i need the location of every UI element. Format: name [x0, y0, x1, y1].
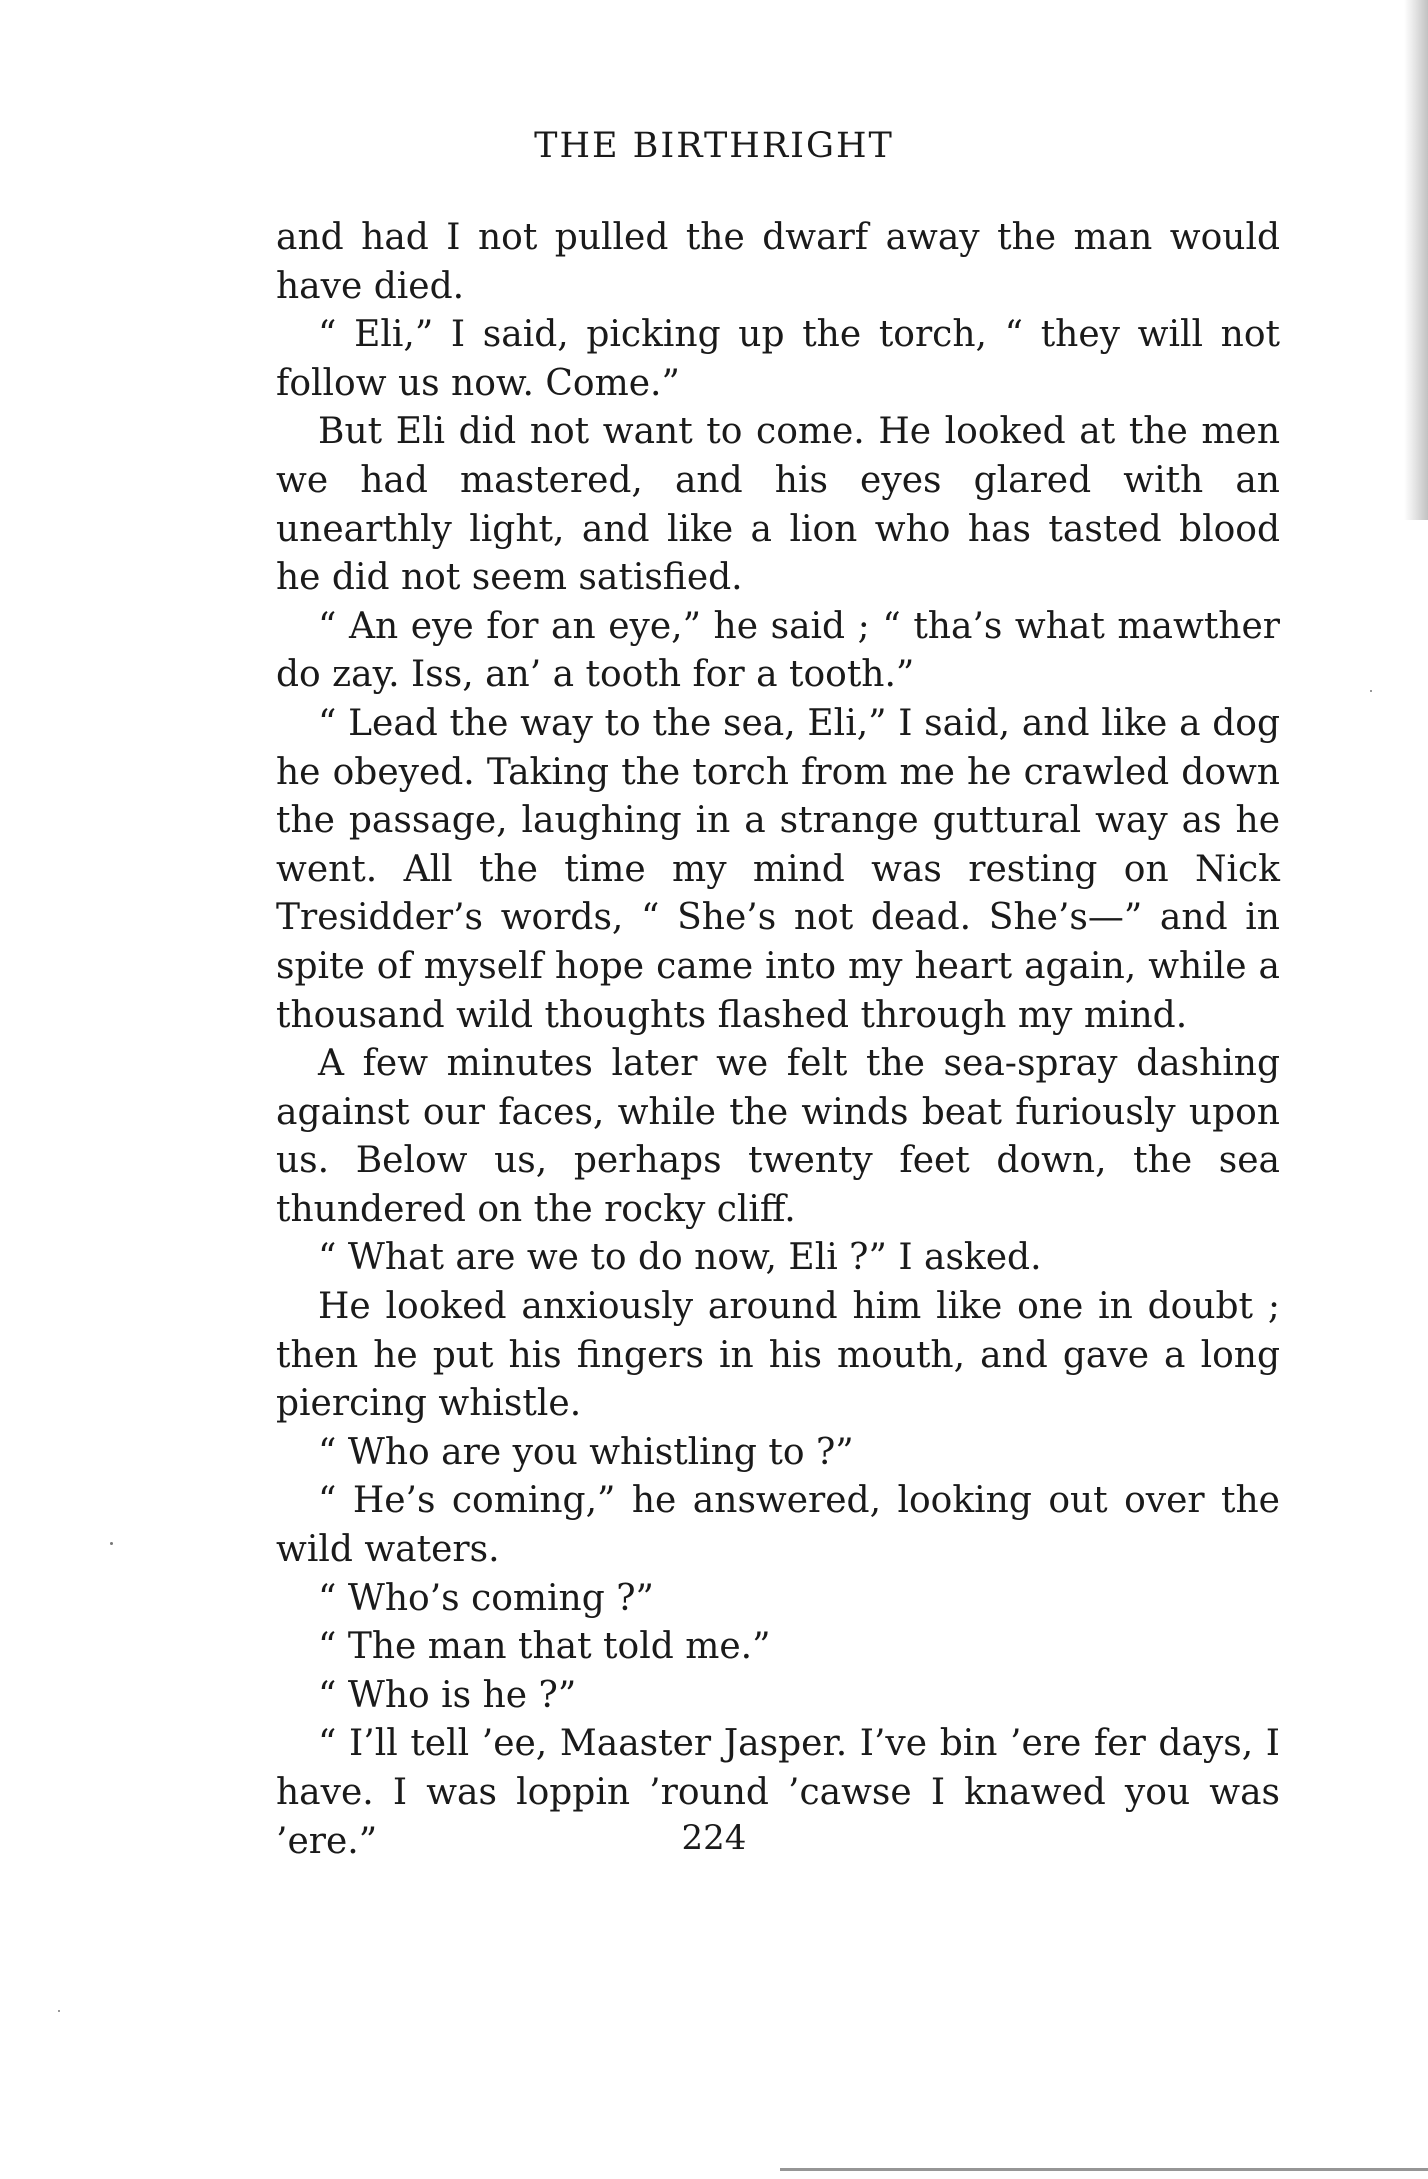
paragraph: “ Who’s coming ?” [318, 1577, 654, 1619]
scan-bottom-edge [780, 2168, 1428, 2171]
paragraph: “ Eli,” I said, picking up the torch, “ they will not follow us now. Come.” [276, 314, 1280, 404]
paragraph: He looked anxiously around him like one in doubt ; then he put his fingers in his mouth, and gave a long piercing whistle. [276, 1286, 1280, 1425]
running-head: THE BIRTHRIGHT [534, 126, 894, 166]
paragraph: “ An eye for an eye,” he said ; “ tha’s what mawther do zay. Iss, an’ a tooth for a tooth.” [276, 605, 1280, 696]
paragraph: “ Lead the way to the sea, Eli,” I said, and like a dog he obeyed. Taking the torch from me he crawled down the passage, laughing in a strange guttural way as he went. All the time my mind was resting on Nick Tresidder’s words, “ She’s not dead. She’s—” and in spite of myself hope came into my heart again, while a thousand wild thoughts flashed through my mind. [276, 702, 1280, 1036]
page-number: 224 [681, 1818, 747, 1858]
paragraph: “ I’ll tell ’ee, Maaster Jasper. I’ve bin ’ere fer days, I have. I was loppin ’round ’cawse I knawed you was ’ere.” [276, 1723, 1280, 1862]
paragraph: “ The man that told me.” [318, 1626, 771, 1668]
paragraph: “ Who is he ?” [318, 1674, 577, 1716]
scan-speck [58, 2010, 60, 2012]
scan-speck [1370, 690, 1372, 692]
body-text [276, 214, 1280, 1866]
paragraph: A few minutes later we felt the sea-spray dashing against our faces, while the winds beat furiously upon us. Below us, perhaps twenty feet down, the sea thundered on the rocky cliff. [276, 1043, 1280, 1230]
scan-edge-shadow [1404, 0, 1428, 520]
paragraph: “ He’s coming,” he answered, looking out over the wild waters. [276, 1480, 1280, 1571]
scan-speck [110, 1542, 113, 1545]
paragraph: “ Who are you whistling to ?” [318, 1431, 854, 1473]
paragraph: “ What are we to do now, Eli ?” I asked. [318, 1237, 1042, 1279]
paragraph: and had I not pulled the dwarf away the man would have died. [276, 217, 1280, 307]
paragraph: But Eli did not want to come. He looked at the men we had mastered, and his eyes glared with an unearthly light, and like a lion who has tasted blood he did not seem satisfied. [276, 411, 1280, 599]
